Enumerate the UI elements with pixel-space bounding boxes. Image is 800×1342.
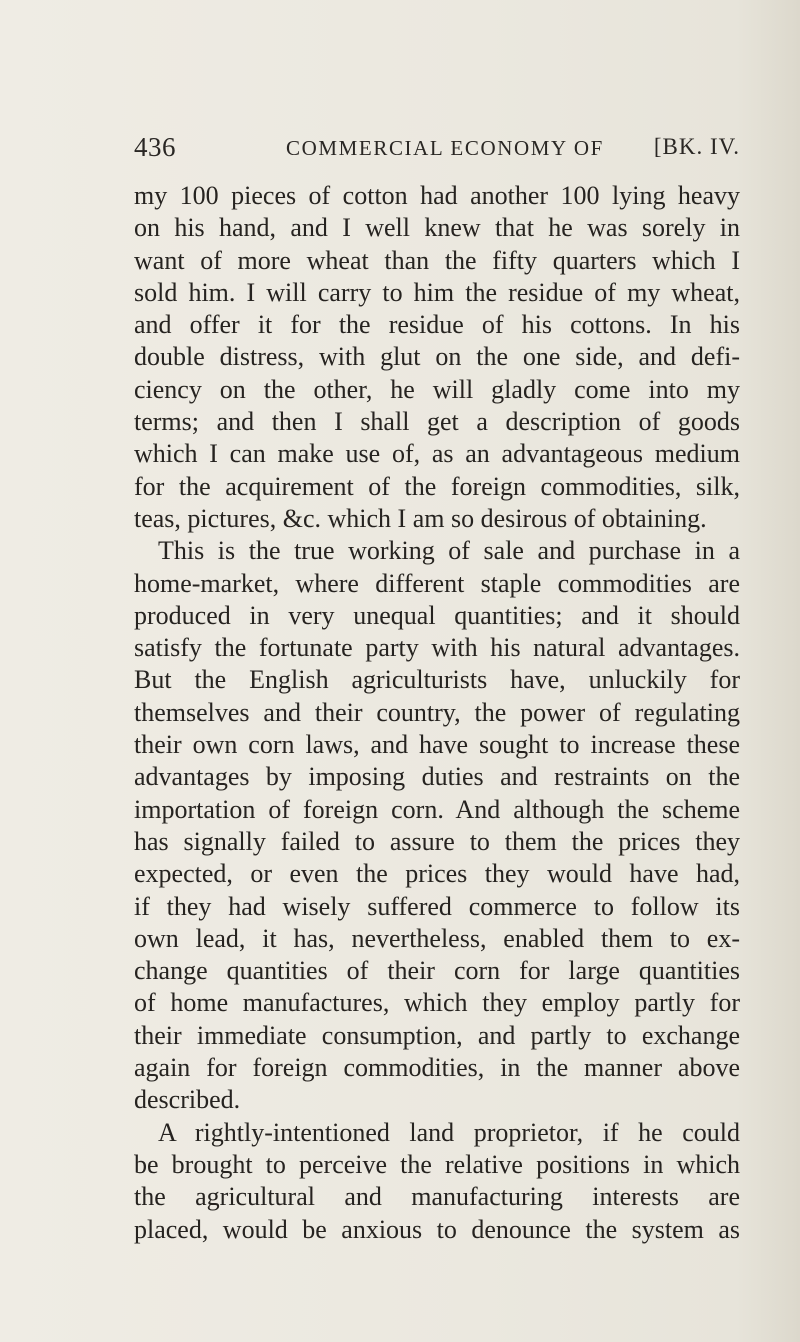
text-line: my 100 pieces of cotton had another 100 lying heavy	[134, 181, 740, 210]
page-number: 436	[134, 132, 176, 162]
text-line: produced in very unequal quantities; and it should	[134, 600, 740, 630]
body-text	[134, 180, 740, 1246]
text-line: teas, pictures, &c. which I am so desirous of obtaining.	[134, 503, 707, 533]
text-line: described.	[134, 1085, 241, 1115]
text-line: want of more wheat than the fifty quarters which I	[134, 245, 740, 275]
text-line: themselves and their country, the power of regulating	[134, 697, 740, 727]
text-line: terms; and then I shall get a description of goods	[134, 407, 740, 437]
text-line: But the English agriculturists have, unluckily for	[134, 665, 740, 695]
running-title: COMMERCIAL ECONOMY OF	[286, 136, 604, 160]
text-line: home-market, where different staple commodities are	[134, 568, 740, 598]
text-line: their immediate consumption, and partly to exchange	[134, 1020, 740, 1050]
text-line: sold him. I will carry to him the residue of my wheat,	[134, 277, 740, 307]
page-header	[134, 132, 740, 166]
section-reference: [BK. IV.	[653, 134, 740, 159]
text-line: if they had wisely suffered commerce to follow its	[134, 891, 740, 921]
text-line: placed, would be anxious to denounce the system as	[134, 1214, 740, 1244]
text-line: advantages by imposing duties and restraints on the	[134, 762, 740, 792]
paragraph-start-line: This is the true working of sale and purchase in a	[158, 536, 740, 566]
text-line: satisfy the fortunate party with his natural advantages.	[134, 633, 740, 663]
text-line: their own corn laws, and have sought to increase these	[134, 730, 740, 760]
text-line: be brought to perceive the relative positions in which	[134, 1149, 740, 1179]
text-line: expected, or even the prices they would have had,	[134, 859, 740, 889]
text-line: on his hand, and I well knew that he was sorely in	[134, 213, 740, 243]
text-line: double distress, with glut on the one side, and defi-	[134, 342, 740, 372]
text-line: and offer it for the residue of his cottons. In his	[134, 310, 740, 340]
text-line: the agricultural and manufacturing interests are	[134, 1182, 740, 1212]
text-line: importation of foreign corn. And although the scheme	[134, 794, 740, 824]
text-line: has signally failed to assure to them the prices they	[134, 826, 740, 856]
text-line: of home manufactures, which they employ partly for	[134, 988, 740, 1018]
text-line: own lead, it has, nevertheless, enabled them to ex-	[134, 923, 740, 953]
text-line: again for foreign commodities, in the manner above	[134, 1053, 740, 1083]
text-line: for the acquirement of the foreign commodities, silk,	[134, 471, 740, 501]
paragraph-start-line: A rightly-intentioned land proprietor, if he could	[158, 1117, 740, 1147]
text-line: change quantities of their corn for large quantities	[134, 956, 740, 986]
text-line: ciency on the other, he will gladly come into my	[134, 374, 740, 404]
text-line: which I can make use of, as an advantageous medium	[134, 439, 740, 469]
